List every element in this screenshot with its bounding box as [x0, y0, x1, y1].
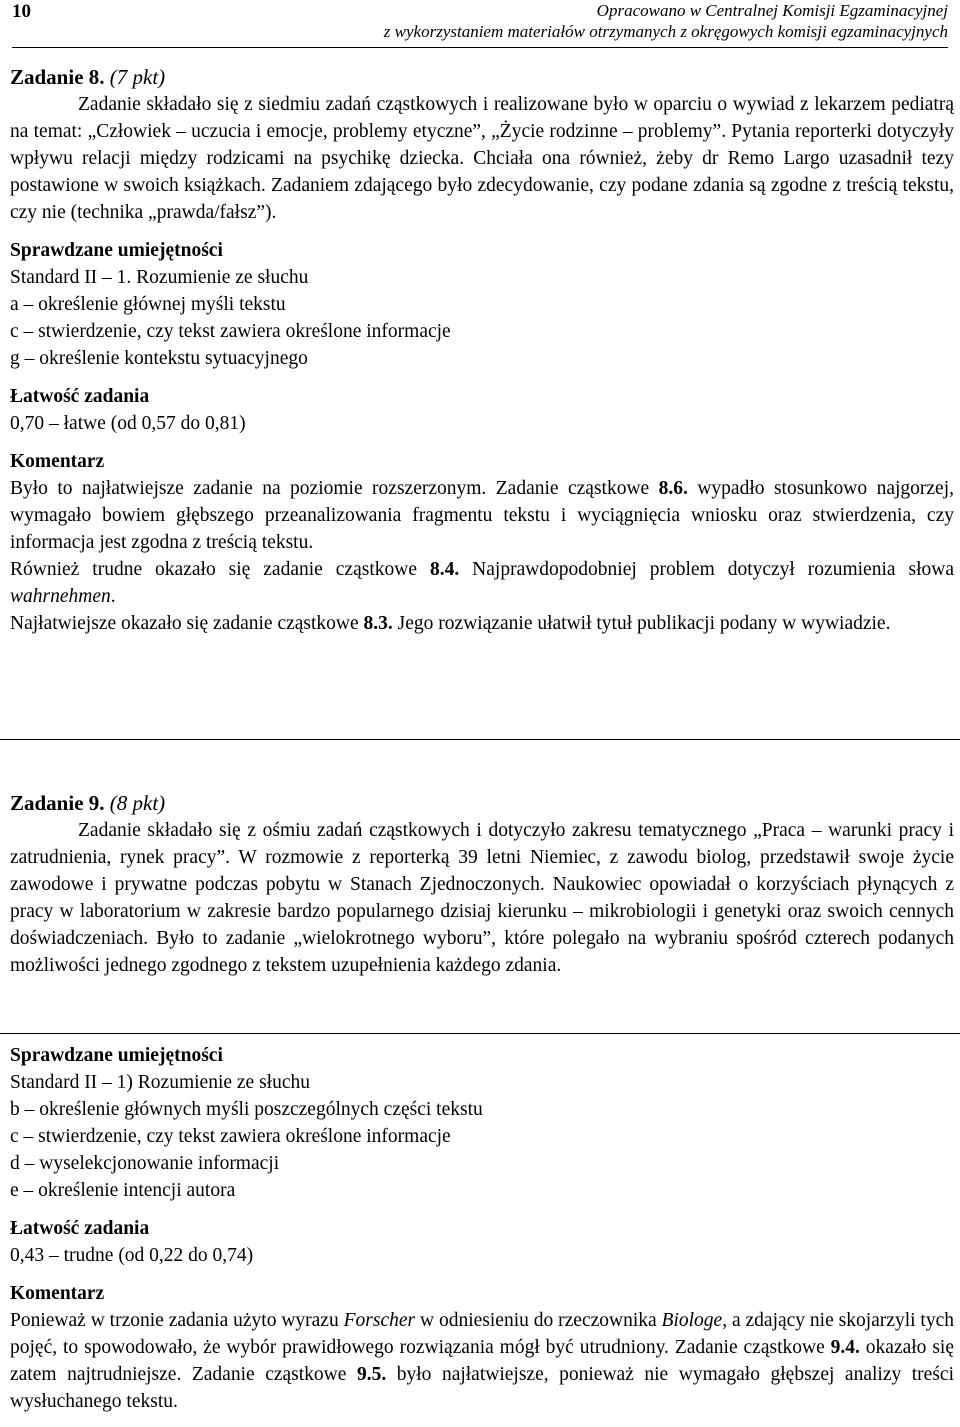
header-line-2: z wykorzystaniem materiałów otrzymanych z okręgowych komisji egzaminacyjnych [383, 22, 948, 41]
task8-skill-0: Standard II – 1. Rozumienie ze słuchu [10, 267, 309, 288]
task9-heading [10, 790, 954, 817]
task9-skill-3: d – wyselekcjonowanie informacji [10, 1153, 280, 1174]
task8-comment-paragraph-1: Było to najłatwiejsze zadanie na poziomie rozszerzonym. Zadanie cząstkowe 8.6. wypadło stosunkowo najgorzej, wymagało bowiem głębszego przeanalizowania fragmentu tekstu i wyciągnięcia wniosku oraz stwierdzenia, czy informacja jest zgodna z treścią tekstu. [10, 478, 954, 553]
task9-skill-0: Standard II – 1) Rozumienie ze słuchu [10, 1072, 310, 1093]
task9-skill-2: c – stwierdzenie, czy tekst zawiera określone informacje [10, 1126, 451, 1147]
task9-comment-paragraph: Ponieważ w trzonie zadania użyto wyrazu Forscher w odniesieniu do rzeczownika Biologe, a zdający nie skojarzyli tych pojęć, to spowodowało, że wybór prawidłowego rozwiązania mógł być utrudniony. Zadanie cząstkowe 9.4. okazało się zatem najtrudniejsze. Zadanie cząstkowe 9.5. było najłatwiejsze, ponieważ nie wymagało głębszej analizy treści wysłuchanego tekstu. [10, 1310, 954, 1412]
task8-title: Zadanie 8. [10, 65, 105, 89]
task8-ease-value: 0,70 – łatwe (od 0,57 do 0,81) [10, 413, 246, 434]
task9-ease-heading: Łatwość zadania [10, 1218, 150, 1239]
task8-skill-1: a – określenie głównej myśli tekstu [10, 294, 286, 315]
task9-details [10, 1042, 954, 1415]
task8-comment-paragraph-2: Również trudne okazało się zadanie cząstkowe 8.4. Najprawdopodobniej problem dotyczył rozumienia słowa wahrnehmen. [10, 559, 954, 607]
task8-ease-heading: Łatwość zadania [10, 386, 150, 407]
task9-skill-1: b – określenie głównych myśli poszczególnych części tekstu [10, 1099, 483, 1120]
header-title [384, 0, 948, 42]
task8-skill-3: g – określenie kontekstu sytuacyjnego [10, 348, 308, 369]
task9-section [10, 790, 954, 979]
task9-comment-heading: Komentarz [10, 1283, 105, 1304]
page-header [12, 0, 948, 46]
task8-skill-2: c – stwierdzenie, czy tekst zawiera określone informacje [10, 321, 451, 342]
task8-skills-heading: Sprawdzane umiejętności [10, 240, 223, 261]
task9-ease-value: 0,43 – trudne (od 0,22 do 0,74) [10, 1245, 254, 1266]
header-line-1: Opracowano w Centralnej Komisji Egzaminacyjnej [596, 1, 948, 20]
task8-heading [10, 64, 954, 91]
task9-points: (8 pkt) [109, 791, 166, 815]
task8-section [10, 64, 954, 637]
header-divider [12, 47, 948, 48]
task8-comment-heading: Komentarz [10, 451, 105, 472]
task9-description: Zadanie składało się z ośmiu zadań cząstkowych i dotyczyło zakresu tematycznego „Praca – warunki pracy i zatrudnienia, rynek pracy”. W rozmowie z reporterką 39 letni Niemiec, z zawodu biolog, przedstawił swoje życie zawodowe i prywatne podczas pobytu w Stanach Zjednoczonych. Naukowiec opowiadał o korzyściach płynących z pracy w laboratorium w zakresie bardzo popularnego dzisiaj kierunku – mikrobiologii i genetyki oraz swoich cennych doświadczeniach. Było to zadanie „wielokrotnego wyboru”, które polegało na wybraniu spośród czterech podanych możliwości jednego zgodnego z tekstem uzupełnienia każdego zdania. [10, 820, 954, 976]
task9-title: Zadanie 9. [10, 791, 105, 815]
task8-points: (7 pkt) [109, 65, 166, 89]
task8-description: Zadanie składało się z siedmiu zadań cząstkowych i realizowane było w oparciu o wywiad z lekarzem pediatrą na temat: „Człowiek – uczucia i emocje, problemy etyczne”, „Życie rodzinne – problemy”. Pytania reporterki dotyczyły wpływu relacji między rodzicami na psychikę dziecka. Chciała ona również, żeby dr Remo Largo uzasadnił tezy postawione w swoich książkach. Zadaniem zdającego było zdecydowanie, czy podane zdania są zgodne z treścią tekstu, czy nie (technika „prawda/fałsz”). [10, 94, 954, 223]
section-divider [0, 739, 960, 740]
task8-comment-paragraph-3: Najłatwiejsze okazało się zadanie cząstkowe 8.3. Jego rozwiązanie ułatwił tytuł publikacji podany w wywiadzie. [10, 613, 891, 634]
task9-skills-heading: Sprawdzane umiejętności [10, 1045, 223, 1066]
section-divider-2 [0, 1033, 960, 1034]
task9-skill-4: e – określenie intencji autora [10, 1180, 236, 1201]
page-number: 10 [12, 1, 31, 22]
